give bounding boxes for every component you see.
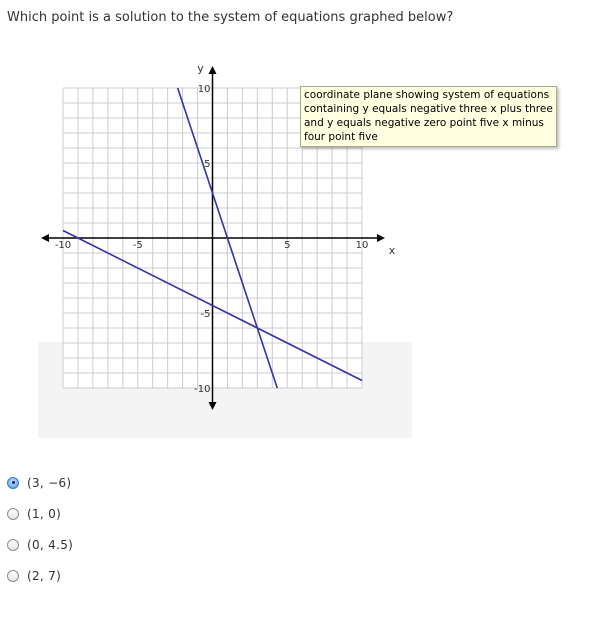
choice-2[interactable] <box>7 498 73 529</box>
choice-1-label: (3, −6) <box>27 475 72 490</box>
x-tick-label: -5 <box>132 240 143 251</box>
choice-3-label: (0, 4.5) <box>27 537 74 552</box>
radio-dot <box>12 481 15 484</box>
choice-4-label: (2, 7) <box>27 568 62 583</box>
y-axis-arrow-up <box>209 66 217 74</box>
answer-choices <box>7 467 73 591</box>
y-tick-label: -10 <box>194 384 211 395</box>
choice-2-label: (1, 0) <box>27 506 62 521</box>
y-axis-label: y <box>197 62 204 75</box>
choice-4-radio[interactable] <box>7 570 19 582</box>
graph-description-tooltip: coordinate plane showing system of equations containing y equals negative three x plus three and y equals negative zero point five x minus four point five <box>300 86 557 147</box>
x-axis-arrow-left <box>41 234 49 242</box>
y-tick-label: 10 <box>197 84 211 95</box>
choice-3[interactable] <box>7 529 73 560</box>
choice-2-radio[interactable] <box>7 508 19 520</box>
y-tick-label: -5 <box>200 309 211 320</box>
x-axis-label: x <box>388 244 396 257</box>
choice-4[interactable] <box>7 560 73 591</box>
y-tick-label: 5 <box>204 159 211 170</box>
choice-1-radio[interactable] <box>7 477 19 489</box>
x-axis-arrow-right <box>377 234 385 242</box>
x-tick-label: 10 <box>355 240 369 251</box>
choice-1[interactable] <box>7 467 73 498</box>
question-text: Which point is a solution to the system of equations graphed below? <box>7 10 454 25</box>
x-tick-label: 5 <box>284 240 291 251</box>
choice-3-radio[interactable] <box>7 539 19 551</box>
x-tick-label: -10 <box>54 240 72 251</box>
